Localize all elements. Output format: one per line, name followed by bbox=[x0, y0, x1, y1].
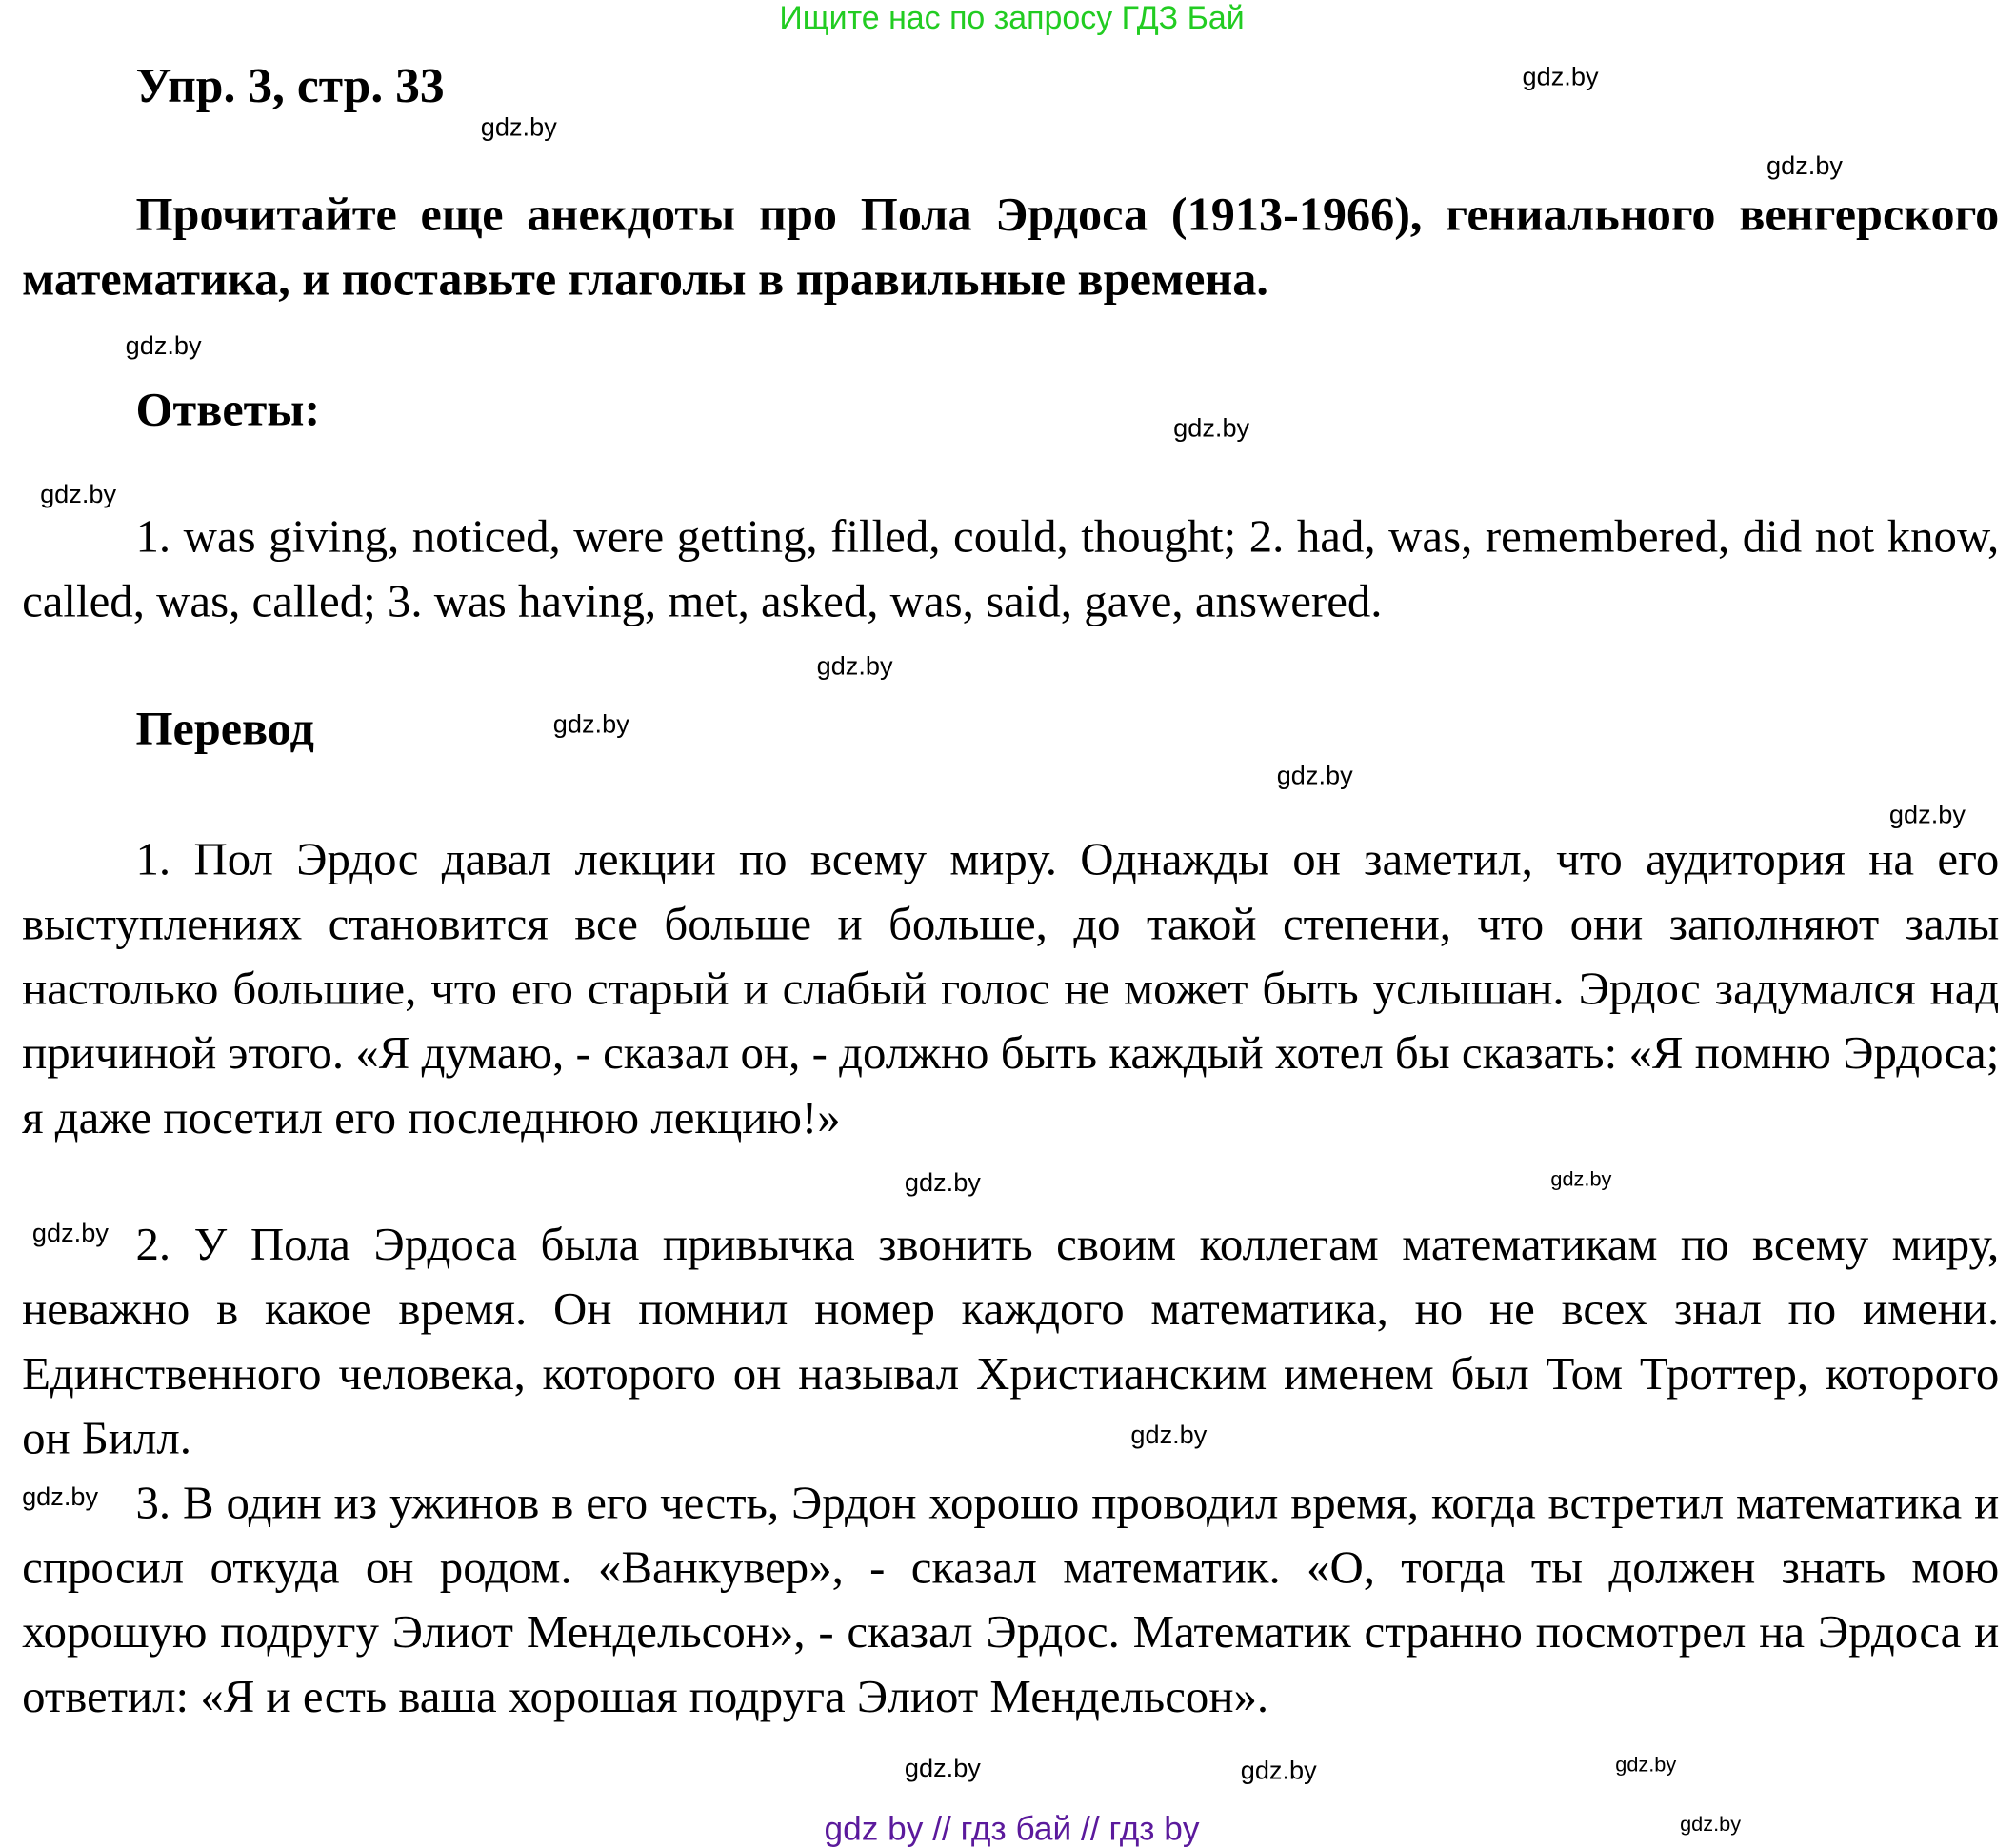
translation-heading: Перевод bbox=[135, 703, 314, 756]
watermark: gdz.by bbox=[904, 1169, 981, 1198]
watermark: gdz.by bbox=[1615, 1754, 1677, 1777]
watermark: gdz.by bbox=[1240, 1757, 1317, 1786]
watermark: gdz.by bbox=[1522, 63, 1599, 92]
task-text: Прочитайте еще анекдоты про Пола Эрдоса (1913-1966), гениального венгерского математика, и поставьте глаголы в правильные времена. bbox=[22, 189, 2000, 307]
watermark: gdz.by bbox=[480, 113, 557, 143]
translation-paragraph-1: 1. Пол Эрдос давал лекции по всему миру. Однажды он заметил, что аудитория на его выступлениях становится все больше и больше, до такой степени, что они заполняют залы настолько большие, что его старый и слабый голос не может быть услышан. Эрдос задумался над причиной этого. «Я думаю, - сказал он, - должно быть каждый хотел бы сказать: «Я помню Эрдоса; я даже посетил его последнюю лекцию!» bbox=[22, 833, 2000, 1143]
watermark: gdz.by bbox=[1276, 762, 1353, 791]
watermark: gdz.by bbox=[1173, 414, 1250, 444]
watermark: gdz.by bbox=[552, 710, 629, 740]
footer-links: gdz by // гдз бай // гдз by bbox=[824, 1808, 1200, 1848]
answers-text: 1. was giving, noticed, were getting, filled, could, thought; 2. had, was, remembered, did not know, called, was, called; 3. was having, met, asked, was, said, gave, answered. bbox=[22, 510, 2000, 627]
watermark: gdz.by bbox=[31, 1220, 109, 1248]
watermark: gdz.by bbox=[1550, 1169, 1612, 1192]
answers-heading: Ответы: bbox=[135, 384, 321, 437]
exercise-title: Упр. 3, стр. 33 bbox=[135, 59, 445, 114]
translation-paragraph-3: 3. В один из ужинов в его честь, Эрдон хорошо проводил время, когда встретил математика и спросил откуда он родом. «Ванкувер», - сказал математик. «О, тогда ты должен знать мою хорошую подругу Элиот Мендельсон», - сказал Эрдос. Математик странно посмотрел на Эрдоса и ответил: «Я и есть ваша хорошая подруга Элиот Мендельсон». bbox=[22, 1477, 2000, 1722]
watermark: gdz.by bbox=[1680, 1814, 1742, 1837]
search-hint-banner: Ищите нас по запросу ГДЗ Бай bbox=[779, 0, 1245, 36]
watermark: gdz.by bbox=[125, 331, 202, 361]
watermark: gdz.by bbox=[22, 1482, 99, 1512]
watermark: gdz.by bbox=[1888, 801, 1966, 830]
watermark: gdz.by bbox=[904, 1754, 981, 1783]
watermark: gdz.by bbox=[1130, 1421, 1208, 1450]
watermark: gdz.by bbox=[816, 652, 893, 682]
watermark: gdz.by bbox=[40, 480, 117, 509]
watermark: gdz.by bbox=[1766, 152, 1843, 181]
translation-paragraph-2: 2. У Пола Эрдоса была привычка звонить своим коллегам математикам по всему миру, неважно в какое время. Он помнил номер каждого математика, но не всех знал по имени. Единственного человека, которого он называл Христианским именем был Том Троттер, которого он Билл. bbox=[22, 1218, 2000, 1464]
